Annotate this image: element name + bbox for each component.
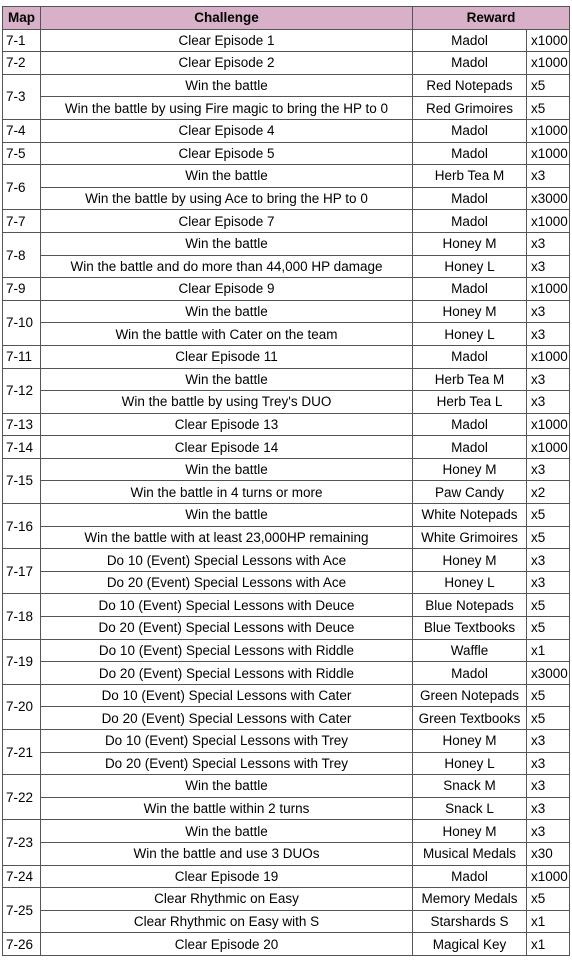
quantity-cell: x1000 [527, 210, 570, 233]
challenge-cell: Clear Episode 19 [41, 865, 413, 888]
table-row [3, 29, 570, 52]
table-row [3, 74, 570, 97]
reward-cell: Honey M [413, 549, 527, 572]
table-row [3, 571, 570, 594]
reward-cell: Honey M [413, 232, 527, 255]
table-row [3, 119, 570, 142]
challenge-cell: Do 20 (Event) Special Lessons with Cater [41, 707, 413, 730]
table-row [3, 165, 570, 188]
table-row [3, 504, 570, 527]
table-body [3, 29, 570, 955]
challenge-cell: Clear Episode 11 [41, 345, 413, 368]
quantity-cell: x3 [527, 549, 570, 572]
quantity-cell: x1000 [527, 52, 570, 75]
map-cell: 7-21 [3, 730, 41, 775]
table-row [3, 210, 570, 233]
table-row [3, 707, 570, 730]
table-row [3, 458, 570, 481]
reward-cell: Herb Tea M [413, 165, 527, 188]
map-cell: 7-18 [3, 594, 41, 639]
table-row [3, 662, 570, 685]
map-cell: 7-19 [3, 639, 41, 684]
map-cell: 7-24 [3, 865, 41, 888]
reward-cell: Snack M [413, 775, 527, 798]
table-row [3, 684, 570, 707]
map-cell: 7-9 [3, 278, 41, 301]
reward-cell: Honey M [413, 458, 527, 481]
quantity-cell: x1000 [527, 119, 570, 142]
reward-cell: Memory Medals [413, 888, 527, 911]
table-row [3, 391, 570, 414]
map-cell: 7-4 [3, 119, 41, 142]
challenge-cell: Win the battle and use 3 DUOs [41, 842, 413, 865]
reward-cell: Honey L [413, 255, 527, 278]
challenge-cell: Win the battle [41, 458, 413, 481]
quantity-cell: x2 [527, 481, 570, 504]
table-row [3, 752, 570, 775]
quantity-cell: x3 [527, 775, 570, 798]
quantity-cell: x5 [527, 707, 570, 730]
reward-cell: Honey L [413, 571, 527, 594]
table-row [3, 142, 570, 165]
reward-cell: White Notepads [413, 504, 527, 527]
table-row [3, 594, 570, 617]
map-cell: 7-8 [3, 232, 41, 277]
quantity-cell: x1 [527, 910, 570, 933]
challenge-cell: Clear Episode 5 [41, 142, 413, 165]
quantity-cell: x1 [527, 639, 570, 662]
challenge-cell: Win the battle in 4 turns or more [41, 481, 413, 504]
map-cell: 7-7 [3, 210, 41, 233]
challenge-cell: Win the battle [41, 820, 413, 843]
quantity-cell: x3 [527, 368, 570, 391]
challenge-cell: Win the battle with at least 23,000HP remaining [41, 526, 413, 549]
table-row [3, 481, 570, 504]
reward-cell: Paw Candy [413, 481, 527, 504]
table-row [3, 345, 570, 368]
table-row [3, 933, 570, 956]
reward-cell: Honey L [413, 323, 527, 346]
table-row [3, 187, 570, 210]
quantity-cell: x30 [527, 842, 570, 865]
challenge-cell: Win the battle [41, 165, 413, 188]
reward-cell: Madol [413, 142, 527, 165]
quantity-cell: x1000 [527, 278, 570, 301]
reward-cell: Waffle [413, 639, 527, 662]
map-cell: 7-22 [3, 775, 41, 820]
quantity-cell: x3 [527, 730, 570, 753]
challenge-cell: Do 20 (Event) Special Lessons with Deuce [41, 617, 413, 640]
reward-cell: Green Notepads [413, 684, 527, 707]
reward-cell: Madol [413, 52, 527, 75]
reward-cell: Madol [413, 436, 527, 459]
quantity-cell: x5 [527, 74, 570, 97]
reward-cell: Blue Textbooks [413, 617, 527, 640]
table-row [3, 323, 570, 346]
table-row [3, 368, 570, 391]
map-cell: 7-20 [3, 684, 41, 729]
map-cell: 7-15 [3, 458, 41, 503]
quantity-cell: x5 [527, 504, 570, 527]
map-cell: 7-3 [3, 74, 41, 119]
quantity-cell: x1 [527, 933, 570, 956]
table-row [3, 232, 570, 255]
challenge-cell: Do 20 (Event) Special Lessons with Trey [41, 752, 413, 775]
reward-cell: Honey M [413, 820, 527, 843]
challenge-cell: Clear Episode 2 [41, 52, 413, 75]
map-cell: 7-6 [3, 165, 41, 210]
table-row [3, 639, 570, 662]
quantity-cell: x3000 [527, 187, 570, 210]
map-cell: 7-5 [3, 142, 41, 165]
map-cell: 7-26 [3, 933, 41, 956]
table-row [3, 617, 570, 640]
challenge-cell: Clear Episode 9 [41, 278, 413, 301]
challenge-cell: Win the battle within 2 turns [41, 797, 413, 820]
map-cell: 7-12 [3, 368, 41, 413]
challenge-cell: Clear Episode 20 [41, 933, 413, 956]
quantity-cell: x3 [527, 571, 570, 594]
quantity-cell: x3 [527, 300, 570, 323]
map-cell: 7-14 [3, 436, 41, 459]
challenge-cell: Do 10 (Event) Special Lessons with Deuce [41, 594, 413, 617]
map-cell: 7-23 [3, 820, 41, 865]
quantity-cell: x3000 [527, 662, 570, 685]
challenge-cell: Do 10 (Event) Special Lessons with Cater [41, 684, 413, 707]
quantity-cell: x1000 [527, 865, 570, 888]
challenge-cell: Win the battle by using Fire magic to bring the HP to 0 [41, 97, 413, 120]
challenge-cell: Do 10 (Event) Special Lessons with Trey [41, 730, 413, 753]
challenge-cell: Clear Episode 7 [41, 210, 413, 233]
challenge-cell: Win the battle by using Ace to bring the HP to 0 [41, 187, 413, 210]
challenge-cell: Win the battle and do more than 44,000 HP damage [41, 255, 413, 278]
reward-cell: Blue Notepads [413, 594, 527, 617]
quantity-cell: x1000 [527, 29, 570, 52]
table-row [3, 820, 570, 843]
challenge-cell: Win the battle [41, 368, 413, 391]
challenge-cell: Do 20 (Event) Special Lessons with Riddle [41, 662, 413, 685]
table-row [3, 526, 570, 549]
reward-cell: Snack L [413, 797, 527, 820]
quantity-cell: x3 [527, 797, 570, 820]
challenge-cell: Do 10 (Event) Special Lessons with Riddle [41, 639, 413, 662]
table-row [3, 865, 570, 888]
quantity-cell: x1000 [527, 142, 570, 165]
rewards-table [2, 6, 570, 956]
quantity-cell: x5 [527, 97, 570, 120]
reward-cell: Madol [413, 413, 527, 436]
map-cell: 7-16 [3, 504, 41, 549]
table-row [3, 300, 570, 323]
quantity-cell: x5 [527, 526, 570, 549]
header-row [3, 7, 570, 30]
challenge-cell: Win the battle [41, 504, 413, 527]
challenge-cell: Do 20 (Event) Special Lessons with Ace [41, 571, 413, 594]
map-cell: 7-25 [3, 888, 41, 933]
map-cell: 7-10 [3, 300, 41, 345]
reward-cell: Green Textbooks [413, 707, 527, 730]
quantity-cell: x1000 [527, 436, 570, 459]
table-row [3, 842, 570, 865]
table-row [3, 730, 570, 753]
table-row [3, 52, 570, 75]
map-cell: 7-1 [3, 29, 41, 52]
header-reward: Reward [413, 7, 570, 30]
reward-cell: Red Grimoires [413, 97, 527, 120]
quantity-cell: x3 [527, 255, 570, 278]
reward-cell: Herb Tea M [413, 368, 527, 391]
table-row [3, 549, 570, 572]
quantity-cell: x5 [527, 617, 570, 640]
quantity-cell: x3 [527, 820, 570, 843]
header-challenge: Challenge [41, 7, 413, 30]
table-row [3, 888, 570, 911]
quantity-cell: x3 [527, 752, 570, 775]
map-cell: 7-11 [3, 345, 41, 368]
table-row [3, 413, 570, 436]
table-row [3, 97, 570, 120]
table-row [3, 775, 570, 798]
reward-cell: Red Notepads [413, 74, 527, 97]
challenge-cell: Clear Episode 13 [41, 413, 413, 436]
reward-cell: Madol [413, 29, 527, 52]
challenge-cell: Clear Rhythmic on Easy with S [41, 910, 413, 933]
reward-cell: Madol [413, 210, 527, 233]
rewards-table-container [2, 6, 570, 956]
reward-cell: Madol [413, 662, 527, 685]
table-row [3, 910, 570, 933]
table-row [3, 436, 570, 459]
reward-cell: Honey M [413, 730, 527, 753]
challenge-cell: Do 10 (Event) Special Lessons with Ace [41, 549, 413, 572]
table-row [3, 255, 570, 278]
reward-cell: Madol [413, 278, 527, 301]
reward-cell: Honey L [413, 752, 527, 775]
header-map: Map [3, 7, 41, 30]
map-cell: 7-17 [3, 549, 41, 594]
table-row [3, 278, 570, 301]
reward-cell: Madol [413, 345, 527, 368]
quantity-cell: x5 [527, 888, 570, 911]
challenge-cell: Win the battle with Cater on the team [41, 323, 413, 346]
map-cell: 7-2 [3, 52, 41, 75]
quantity-cell: x1000 [527, 413, 570, 436]
reward-cell: Starshards S [413, 910, 527, 933]
quantity-cell: x5 [527, 594, 570, 617]
reward-cell: Magical Key [413, 933, 527, 956]
map-cell: 7-13 [3, 413, 41, 436]
quantity-cell: x1000 [527, 345, 570, 368]
challenge-cell: Win the battle [41, 300, 413, 323]
challenge-cell: Win the battle [41, 74, 413, 97]
reward-cell: Musical Medals [413, 842, 527, 865]
reward-cell: Madol [413, 187, 527, 210]
quantity-cell: x3 [527, 232, 570, 255]
quantity-cell: x3 [527, 323, 570, 346]
challenge-cell: Win the battle by using Trey's DUO [41, 391, 413, 414]
challenge-cell: Clear Episode 1 [41, 29, 413, 52]
reward-cell: White Grimoires [413, 526, 527, 549]
reward-cell: Honey M [413, 300, 527, 323]
challenge-cell: Clear Episode 4 [41, 119, 413, 142]
quantity-cell: x3 [527, 391, 570, 414]
reward-cell: Herb Tea L [413, 391, 527, 414]
table-row [3, 797, 570, 820]
challenge-cell: Win the battle [41, 775, 413, 798]
quantity-cell: x3 [527, 165, 570, 188]
challenge-cell: Clear Episode 14 [41, 436, 413, 459]
challenge-cell: Clear Rhythmic on Easy [41, 888, 413, 911]
quantity-cell: x3 [527, 458, 570, 481]
reward-cell: Madol [413, 119, 527, 142]
quantity-cell: x5 [527, 684, 570, 707]
reward-cell: Madol [413, 865, 527, 888]
challenge-cell: Win the battle [41, 232, 413, 255]
